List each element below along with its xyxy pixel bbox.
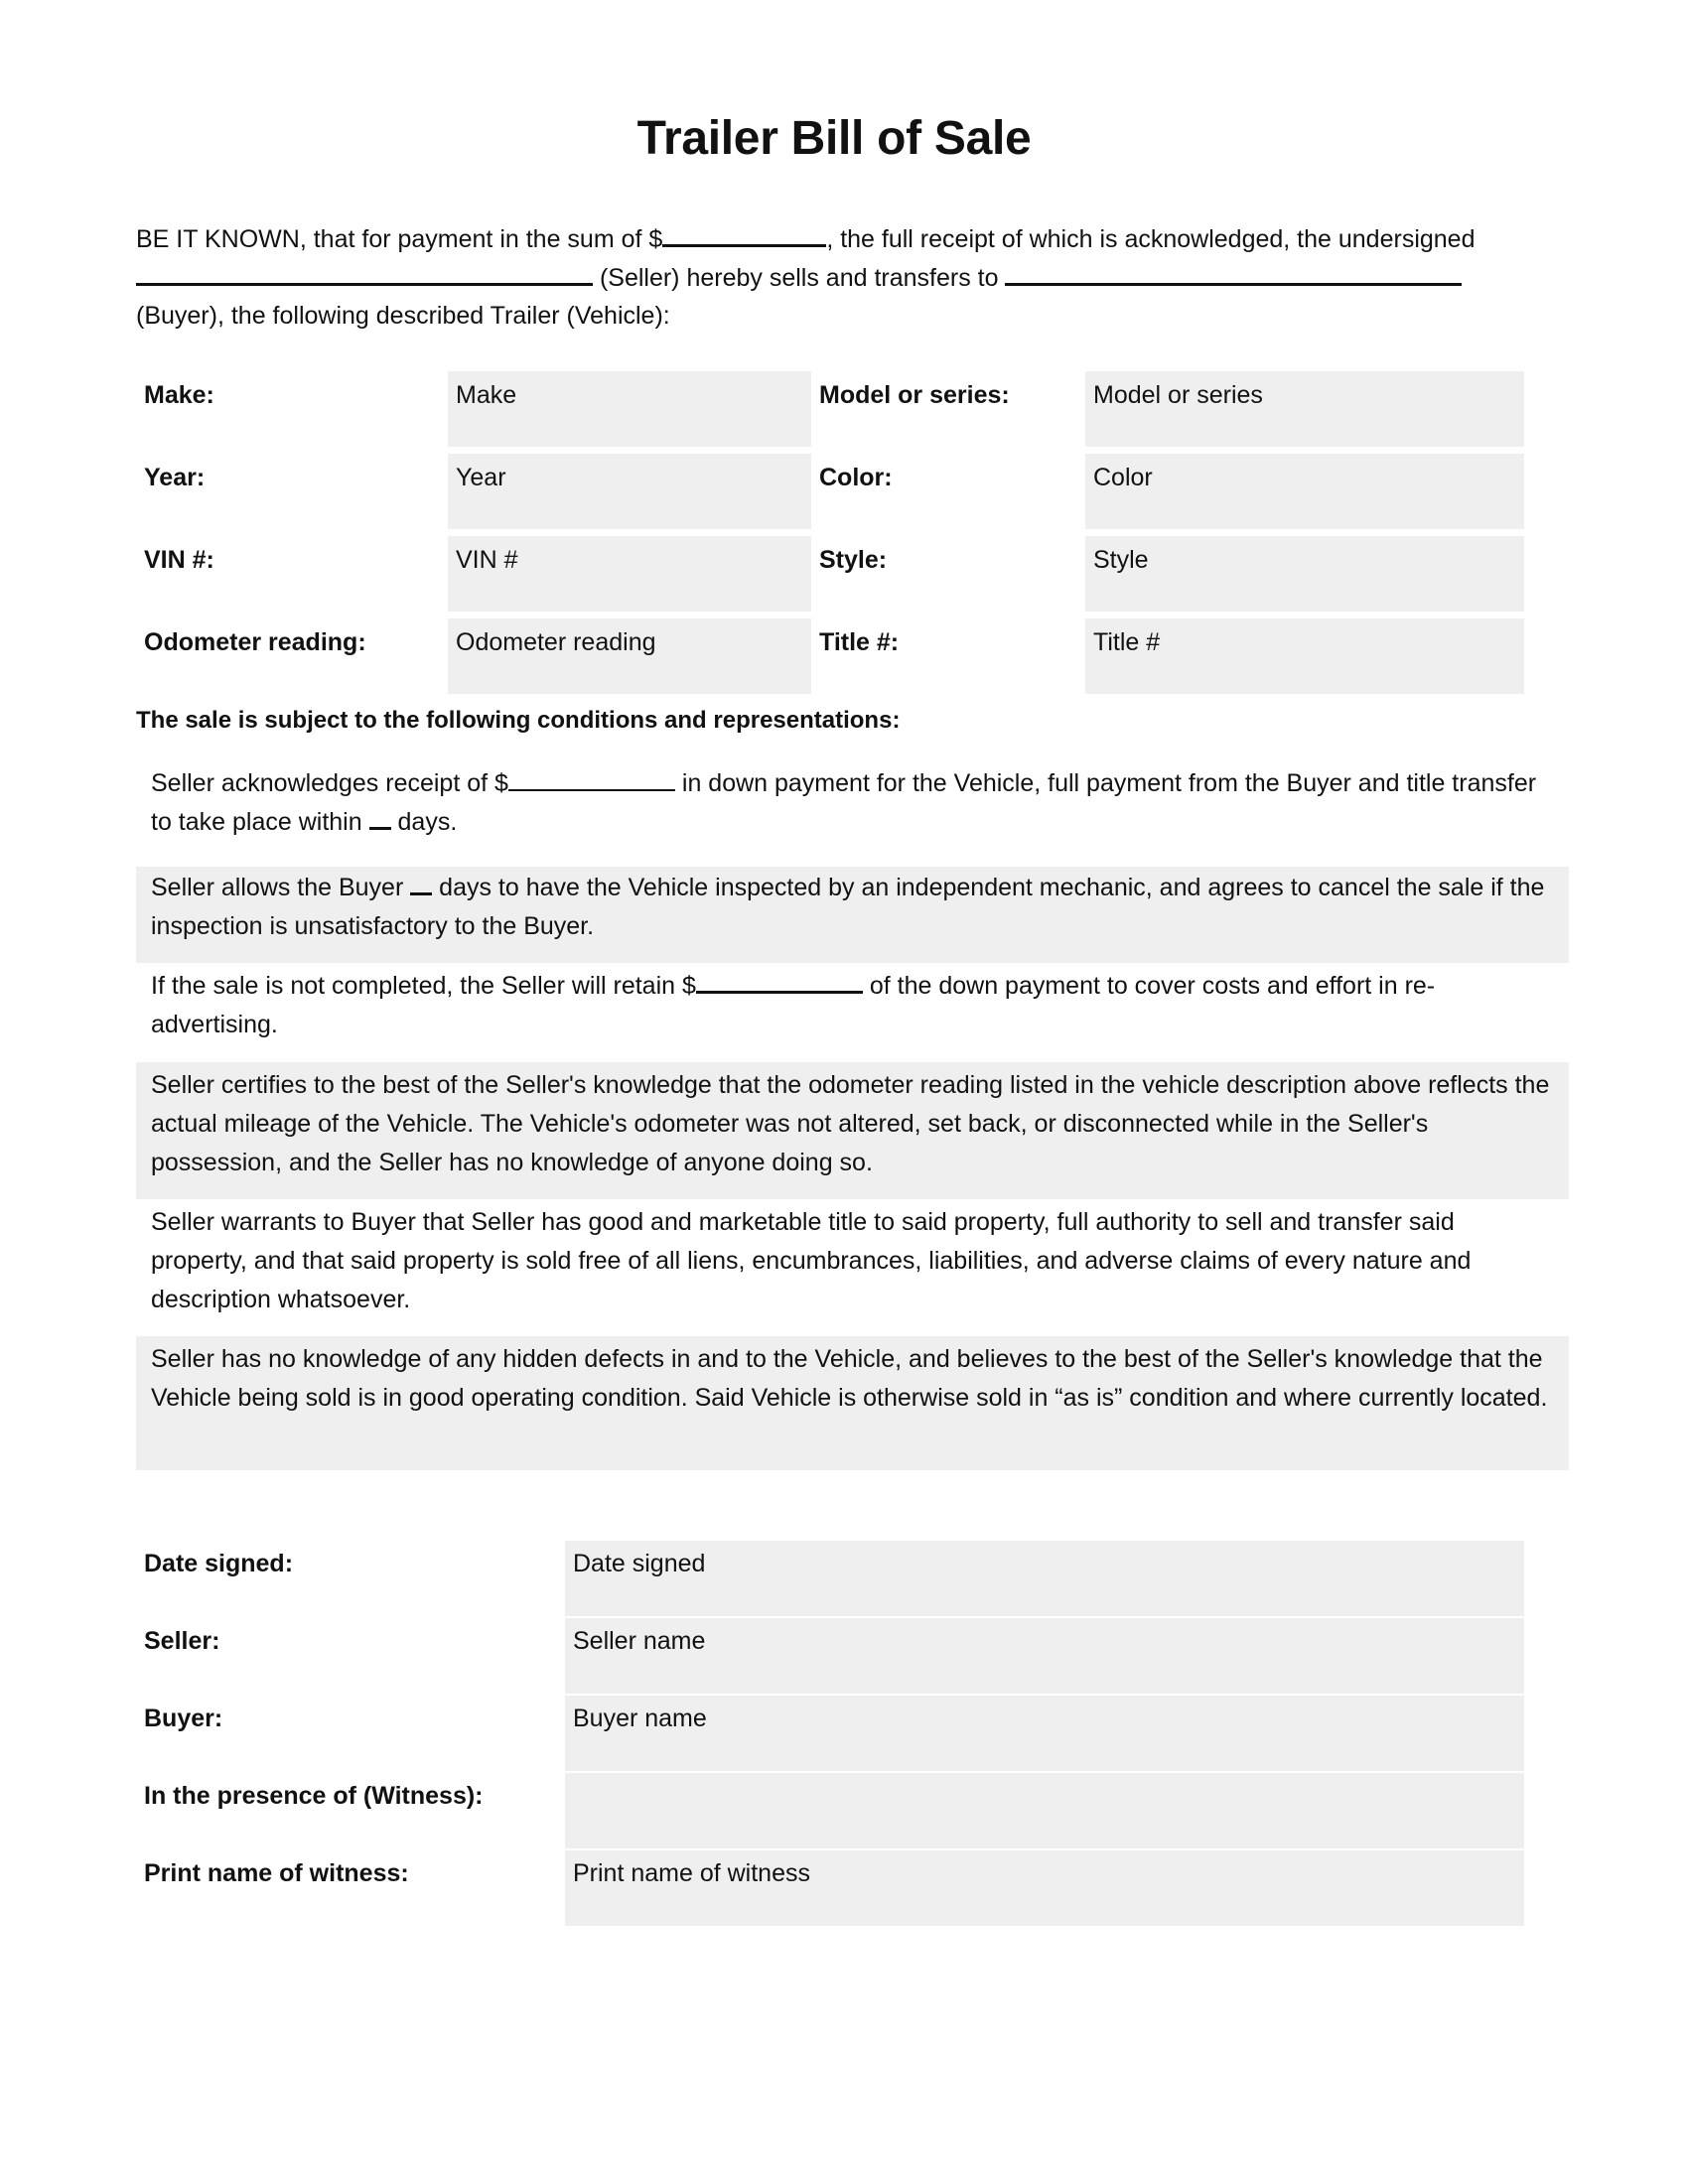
condition-odometer: Seller certifies to the best of the Seller's knowledge that the odometer reading listed in the vehicle description above reflects the actual mileage of the Vehicle. The Vehicle's odometer was not altered, set back, or disconnected while in the Seller's possession, and the Seller has no knowledge of anyone doing so. xyxy=(136,1062,1569,1199)
signature-row xyxy=(136,1850,1524,1926)
document-title: Trailer Bill of Sale xyxy=(636,112,1032,165)
color-label: Color: xyxy=(819,464,893,491)
signature-row xyxy=(136,1696,1524,1771)
intro-text-1: BE IT KNOWN, that for payment in the sum of $ xyxy=(136,225,663,253)
date-signed-label: Date signed: xyxy=(144,1550,294,1577)
witness-label: In the presence of (Witness): xyxy=(144,1782,484,1810)
vehicle-description-table xyxy=(136,364,1524,701)
condition-text: days to have the Vehicle inspected by an independent mechanic, and agrees to cancel the sale if the inspection is unsatisfactory to the Buyer. xyxy=(151,874,1545,940)
make-field[interactable]: Make xyxy=(448,371,811,447)
vin-field[interactable]: VIN # xyxy=(448,536,811,612)
vehicle-row xyxy=(136,618,1524,694)
title-number-label: Title #: xyxy=(819,628,900,656)
model-label: Model or series: xyxy=(819,381,1010,409)
condition-text: in down payment for the Vehicle, full payment from the Buyer and title transfer to take place within xyxy=(151,769,1537,836)
condition-inspection xyxy=(136,867,1569,963)
seller-name-blank[interactable] xyxy=(136,261,593,286)
signature-row xyxy=(136,1773,1524,1848)
intro-text-2: , the full receipt of which is acknowledged, the undersigned xyxy=(826,225,1476,253)
retain-amount-blank[interactable] xyxy=(696,969,863,994)
year-field[interactable]: Year xyxy=(448,454,811,529)
inspection-days-blank[interactable] xyxy=(410,871,432,895)
buyer-name-blank[interactable] xyxy=(1005,261,1462,286)
intro-text-4: (Buyer), the following described Trailer (Vehicle): xyxy=(136,302,670,330)
intro-paragraph xyxy=(136,220,1576,336)
year-label: Year: xyxy=(144,464,206,491)
model-field[interactable]: Model or series xyxy=(1085,371,1524,447)
signature-table xyxy=(136,1539,1524,1928)
vin-label: VIN #: xyxy=(144,546,214,574)
conditions-heading: The sale is subject to the following conditions and representations: xyxy=(136,707,901,734)
buyer-name-field[interactable]: Buyer name xyxy=(565,1696,1524,1771)
odometer-field[interactable]: Odometer reading xyxy=(448,618,811,694)
intro-text-3: (Seller) hereby sells and transfers to xyxy=(593,263,1006,292)
vehicle-row xyxy=(136,371,1524,447)
witness-name-label: Print name of witness: xyxy=(144,1859,409,1887)
seller-label: Seller: xyxy=(144,1627,220,1655)
condition-text: If the sale is not completed, the Seller will retain $ xyxy=(151,972,696,1000)
condition-text: of the down payment to cover costs and effort in re-advertising. xyxy=(151,972,1436,1038)
condition-text: Seller allows the Buyer xyxy=(151,874,411,901)
witness-signature-field[interactable] xyxy=(565,1773,1524,1848)
style-field[interactable]: Style xyxy=(1085,536,1524,612)
color-field[interactable]: Color xyxy=(1085,454,1524,529)
buyer-label: Buyer: xyxy=(144,1705,223,1732)
vehicle-row xyxy=(136,536,1524,612)
condition-text: Seller acknowledges receipt of $ xyxy=(151,769,508,797)
date-signed-field[interactable]: Date signed xyxy=(565,1541,1524,1616)
vehicle-row xyxy=(136,454,1524,529)
condition-title-warranty: Seller warrants to Buyer that Seller has good and marketable title to said property, full authority to sell and transfer said property, and that said property is sold free of all liens, encumbrances, liabilities, and adverse claims of every nature and description whatsoever. xyxy=(151,1208,1472,1313)
signature-row xyxy=(136,1541,1524,1616)
seller-name-field[interactable]: Seller name xyxy=(565,1618,1524,1694)
odometer-label: Odometer reading: xyxy=(144,628,366,656)
condition-retain xyxy=(136,963,1569,1062)
sum-blank[interactable] xyxy=(662,222,826,247)
style-label: Style: xyxy=(819,546,888,574)
signature-row xyxy=(136,1618,1524,1694)
witness-name-field[interactable]: Print name of witness xyxy=(565,1850,1524,1926)
transfer-days-blank[interactable] xyxy=(369,805,391,830)
title-number-field[interactable]: Title # xyxy=(1085,618,1524,694)
make-label: Make: xyxy=(144,381,214,409)
condition-text: days. xyxy=(390,808,458,836)
condition-down-payment xyxy=(136,760,1569,867)
condition-as-is: Seller has no knowledge of any hidden defects in and to the Vehicle, and believes to the best of the Seller's knowledge that the Vehicle being sold is in good operating condition. Said Vehicle is otherwise sold in “as is” condition and where currently located. xyxy=(136,1336,1569,1470)
down-payment-blank[interactable] xyxy=(508,767,675,791)
